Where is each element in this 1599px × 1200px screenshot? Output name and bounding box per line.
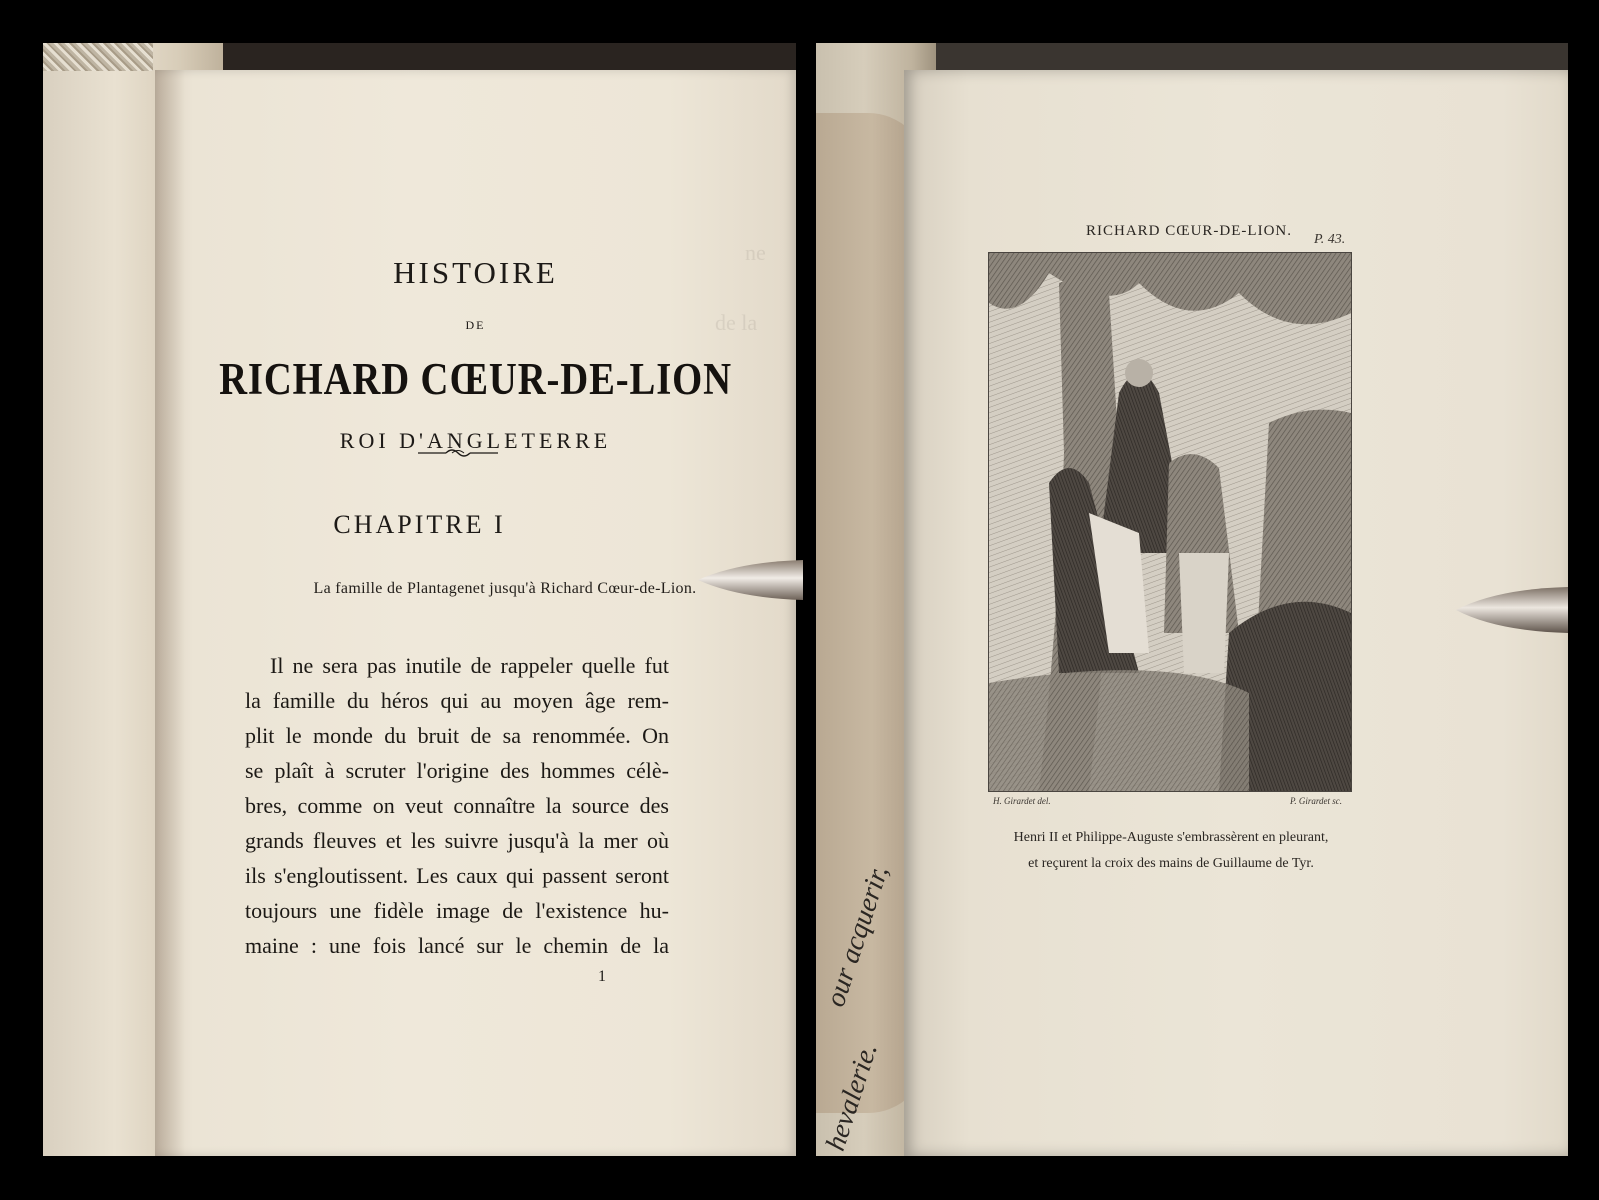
running-head: RICHARD CŒUR-DE-LION.	[1086, 223, 1292, 239]
body-line: toujours une fidèle image de l'existence hu-	[245, 898, 669, 923]
title-histoire: HISTOIRE	[393, 255, 558, 290]
gutter-shadow	[155, 70, 185, 1156]
curled-page-text: hevalerie.	[820, 1039, 884, 1155]
engraving-illustration	[988, 252, 1352, 792]
credit-draftsman: H. Girardet del.	[993, 796, 1051, 806]
credit-engraver: P. Girardet sc.	[1290, 796, 1343, 806]
ornament-divider-icon	[418, 447, 498, 459]
title-de: DE	[465, 318, 486, 332]
marbled-endpaper	[43, 43, 153, 71]
body-line: se plaît à scruter l'origine des hommes célè-	[245, 758, 669, 783]
title-richard: RICHARD CŒUR-DE-LION	[219, 354, 732, 404]
title-roi: ROI D'ANGLETERRE	[339, 428, 612, 453]
body-line: la famille du héros qui au moyen âge rem-	[245, 688, 669, 713]
title-page: ne de la HISTOIRE DE RICHARD CŒUR-DE-LION ROI D'ANGLETERRE	[155, 70, 796, 1156]
plate-caption	[976, 825, 1366, 877]
page-number: 1	[598, 968, 606, 985]
body-line: plit le monde du bruit de sa renommée. On	[245, 723, 669, 748]
metal-bookmark-icon	[1456, 585, 1568, 635]
curled-page-text: our acquerir,	[820, 861, 895, 1011]
chapter-subtitle: La famille de Plantagenet jusqu'à Richard Cœur-de-Lion.	[313, 580, 697, 597]
body-line: grands fleuves et les suivre jusqu'à la mer où	[245, 828, 669, 853]
metal-bookmark-icon	[698, 558, 803, 602]
left-photo	[43, 43, 796, 1156]
caption-line: Henri II et Philippe-Auguste s'embrassèrent en pleurant,	[1013, 830, 1329, 845]
caption-line: et reçurent la croix des mains de Guillaume de Tyr.	[1028, 856, 1314, 871]
body-line: bres, comme on veut connaître la source des	[245, 793, 669, 818]
body-line: ils s'engloutissent. Les caux qui passent seront	[245, 863, 669, 888]
chapter-heading: CHAPITRE I	[333, 510, 506, 539]
body-line: maine : une fois lancé sur le chemin de la	[245, 933, 669, 958]
page-reference: P. 43.	[1314, 232, 1346, 247]
body-line: Il ne sera pas inutile de rappeler quelle fut	[270, 653, 669, 678]
chapter-body	[245, 648, 669, 963]
